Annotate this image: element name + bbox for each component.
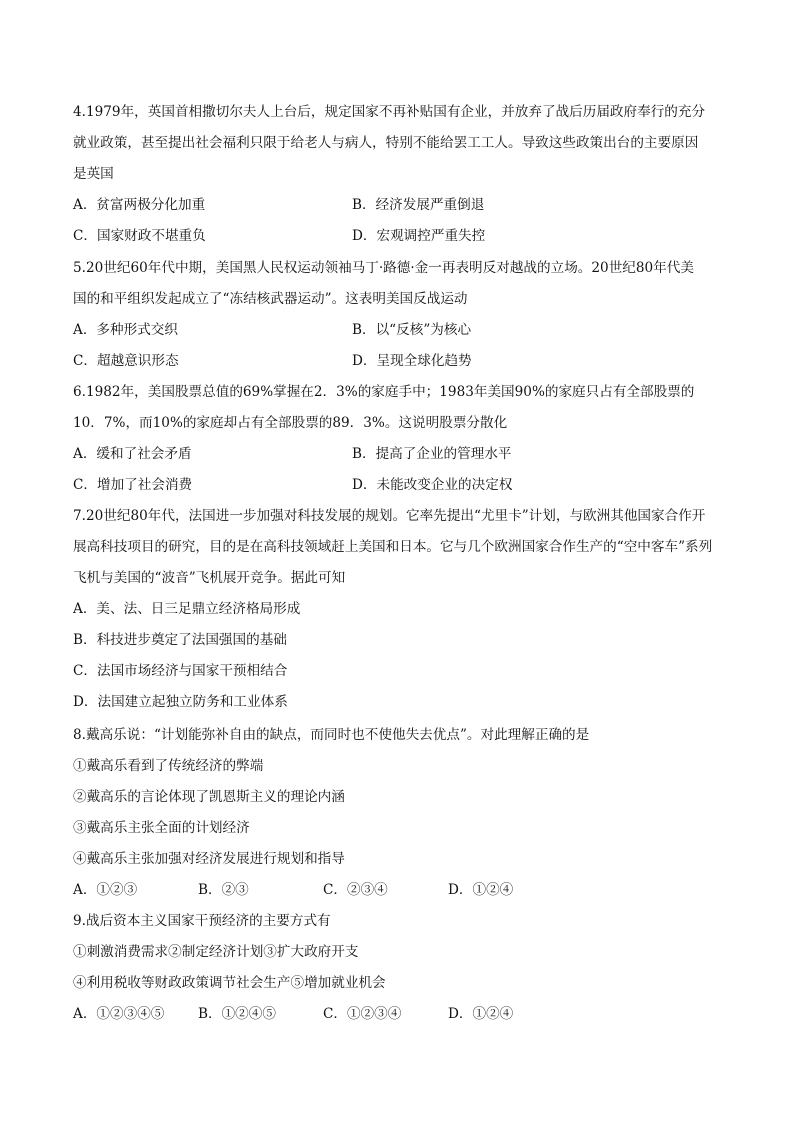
question-9-option-c[interactable]: C．①②③④ [323,1006,402,1022]
question-8-option-c[interactable]: C．②③④ [323,882,388,898]
question-6-line-1: 6.1982年，美国股票总值的69%掌握在2．3%的家庭手中；1983年美国90%的家庭只占有全部股票的 [73,384,695,400]
question-6-options-row-2 [73,470,723,501]
question-6-options-row-1 [73,439,723,470]
question-4-option-c[interactable]: C．国家财政不堪重负 [73,228,206,244]
question-9-options-row [73,999,723,1030]
question-4-option-a[interactable]: A．贫富两极分化加重 [73,197,206,213]
question-8-statement-4: ④戴高乐主张加强对经济发展进行规划和指导 [73,851,345,867]
question-7-line-2: 展高科技项目的研究，目的是在高科技领域赶上美国和日本。它与几个欧洲国家合作生产的“空中客车”系列 [73,539,713,555]
question-8-statement-3: ③戴高乐主张全面的计划经济 [73,820,250,836]
question-4 [73,97,723,252]
question-9-statement-1: ①刺激消费需求②制定经济计划③扩大政府开支 [73,944,359,960]
question-5-options-row-1 [73,315,723,346]
question-6-option-d[interactable]: D．未能改变企业的决定权 [352,477,513,493]
question-8-statement-1: ①戴高乐看到了传统经济的弊端 [73,758,264,774]
question-4-line-1: 4.1979年，英国首相撒切尔夫人上台后，规定国家不再补贴国有企业，并放弃了战后历届政府奉行的充分 [73,104,706,120]
question-6-option-a[interactable]: A．缓和了社会矛盾 [73,446,192,462]
question-9-statement-2: ④利用税收等财政政策调节社会生产⑤增加就业机会 [73,975,386,991]
question-7 [73,501,723,718]
question-4-options-row-2 [73,221,723,252]
question-4-line-2: 就业政策，甚至提出社会福利只限于给老人与病人，特别不能给罢工工人。导致这些政策出台的主要原因 [73,135,699,151]
question-8-statement-2: ②戴高乐的言论体现了凯恩斯主义的理论内涵 [73,789,345,805]
question-4-option-b[interactable]: B．经济发展严重倒退 [352,197,485,213]
question-5-line-1: 5.20世纪60年代中期，美国黑人民权运动领袖马丁·路德·金一再表明反对越战的立场。20世纪80年代美 [73,260,694,276]
question-4-line-3: 是英国 [73,166,114,182]
question-5-option-d[interactable]: D．呈现全球化趋势 [352,353,472,369]
question-5-option-a[interactable]: A．多种形式交织 [73,322,178,338]
question-7-option-b[interactable]: B．科技进步奠定了法国强国的基础 [73,632,287,648]
question-7-line-3: 飞机与美国的“波音”飞机展开竞争。据此可知 [73,570,346,586]
question-7-option-c[interactable]: C．法国市场经济与国家干预相结合 [73,663,288,679]
question-8-options-row [73,875,723,906]
question-7-option-d[interactable]: D．法国建立起独立防务和工业体系 [73,694,288,710]
question-5-option-b[interactable]: B．以“反核”为核心 [352,322,472,338]
question-7-option-a[interactable]: A．美、法、日三足鼎立经济格局形成 [73,601,301,617]
question-8 [73,720,723,906]
question-5-line-2: 国的和平组织发起成立了“冻结核武器运动”。这表明美国反战运动 [73,291,468,307]
question-4-options-row-1 [73,190,723,221]
question-6-option-b[interactable]: B．提高了企业的管理水平 [352,446,512,462]
question-6 [73,377,723,501]
question-5-option-c[interactable]: C．超越意识形态 [73,353,179,369]
question-6-option-c[interactable]: C．增加了社会消费 [73,477,193,493]
question-7-line-1: 7.20世纪80年代，法国进一步加强对科技发展的规划。它率先提出“尤里卡”计划，与欧洲其他国家合作开 [73,508,706,524]
question-8-line-1: 8.戴高乐说：“计划能弥补自由的缺点，而同时也不使他失去优点”。对此理解正确的是 [73,727,590,743]
question-8-option-b[interactable]: B．②③ [198,882,249,898]
question-4-option-d[interactable]: D．宏观调控严重失控 [352,228,486,244]
question-9-line-1: 9.战后资本主义国家干预经济的主要方式有 [73,913,331,929]
question-8-option-a[interactable]: A．①②③ [73,882,138,898]
question-8-option-d[interactable]: D．①②④ [448,882,514,898]
question-9-option-d[interactable]: D．①②④ [448,1006,514,1022]
question-9 [73,906,723,1030]
question-5-options-row-2 [73,346,723,377]
question-5 [73,253,723,377]
question-6-line-2: 10．7%，而10%的家庭却占有全部股票的89．3%。这说明股票分散化 [73,415,508,431]
question-9-option-a[interactable]: A．①②③④⑤ [73,1006,165,1022]
question-9-option-b[interactable]: B．①②④⑤ [198,1006,276,1022]
